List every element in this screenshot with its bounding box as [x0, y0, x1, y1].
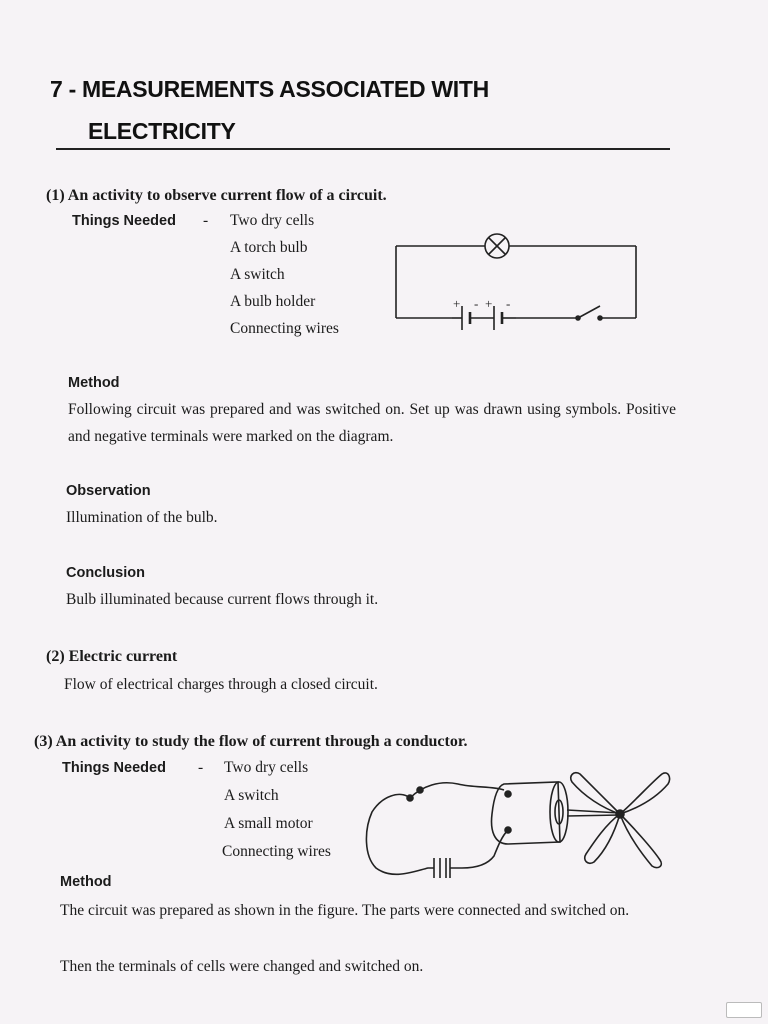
- battery-sign: +: [485, 296, 493, 311]
- section2-text: Flow of electrical charges through a closed circuit.: [64, 676, 378, 693]
- activity1-things-label: Things Needed: [72, 213, 176, 229]
- activity1-item: A switch: [230, 266, 285, 283]
- scanner-logo-icon: [726, 1002, 762, 1018]
- activity3-things-label: Things Needed: [62, 760, 166, 776]
- motor-circuit-diagram: [362, 760, 692, 890]
- activity1-item: Connecting wires: [230, 320, 339, 337]
- battery-sign: -: [474, 296, 479, 311]
- bulb-icon: [485, 234, 509, 258]
- title-underline: [56, 148, 670, 150]
- activity3-item: Connecting wires: [222, 843, 331, 860]
- activity1-observation-text: Illumination of the bulb.: [66, 509, 218, 526]
- battery-sign: +: [453, 296, 461, 311]
- activity3-title: (3) An activity to study the flow of current through a conductor.: [34, 733, 468, 750]
- activity3-dash: -: [198, 759, 204, 776]
- activity1-conclusion-label: Conclusion: [66, 565, 145, 581]
- activity1-title: (1) An activity to observe current flow of a circuit.: [46, 187, 387, 204]
- activity1-dash: -: [203, 212, 209, 229]
- battery-sign: -: [506, 296, 511, 311]
- activity3-method-label: Method: [60, 874, 112, 890]
- activity1-method-text: Following circuit was prepared and was switched on. Set up was drawn using symbols. Positive and negative terminals were marked on the diagram.: [68, 401, 676, 445]
- activity3-method-text: The circuit was prepared as shown in the figure. The parts were connected and switched on.: [60, 902, 630, 919]
- activity1-item: A bulb holder: [230, 293, 316, 310]
- activity3-item: A small motor: [224, 815, 313, 832]
- activity1-item: A torch bulb: [230, 239, 308, 256]
- activity3-method-text2: Then the terminals of cells were changed and switched on.: [60, 958, 424, 975]
- propeller-icon: [571, 773, 670, 868]
- activity3-item: Two dry cells: [224, 759, 309, 776]
- chapter-title-line1: 7 - MEASUREMENTS ASSOCIATED WITH: [50, 76, 489, 102]
- section2-title: (2) Electric current: [46, 648, 178, 665]
- activity1-item: Two dry cells: [230, 212, 315, 229]
- activity3-item: A switch: [224, 787, 279, 804]
- activity1-conclusion-text: Bulb illuminated because current flows through it.: [66, 591, 379, 608]
- activity1-observation-label: Observation: [66, 483, 151, 499]
- circuit-diagram-1: [390, 228, 642, 338]
- activity1-method-label: Method: [68, 375, 120, 391]
- switch-icon: [576, 306, 602, 320]
- chapter-title-line2: ELECTRICITY: [88, 118, 236, 144]
